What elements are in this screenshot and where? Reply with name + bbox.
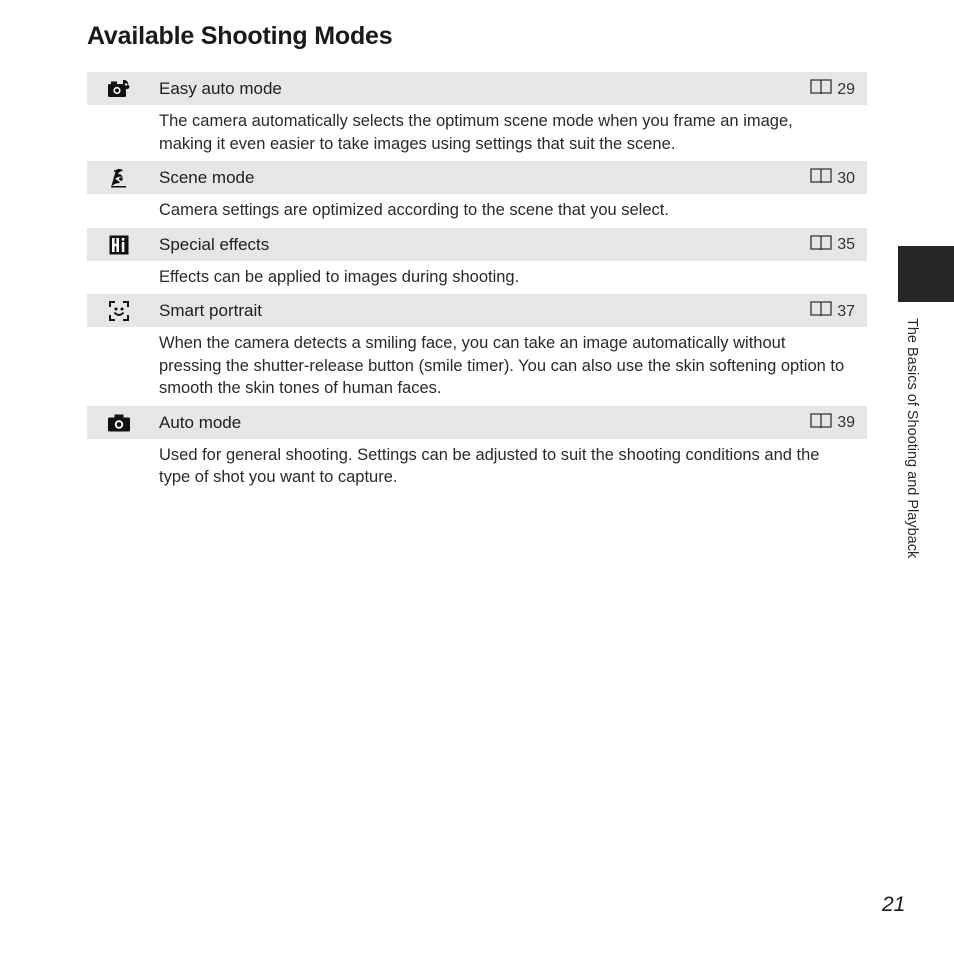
mode-name: Scene mode — [159, 168, 255, 187]
mode-header — [87, 161, 867, 194]
mode-header — [87, 72, 867, 105]
page-reference-number: 35 — [837, 236, 855, 253]
page-reference — [810, 301, 855, 322]
mode-name: Easy auto mode — [159, 79, 282, 98]
book-reference-icon — [810, 413, 832, 434]
page-reference — [810, 413, 855, 434]
book-reference-icon — [810, 301, 832, 322]
book-reference-icon — [810, 79, 832, 100]
mode-description: When the camera detects a smiling face, you can take an image automatically without pressing the shutter-release button (smile timer). You can also use the skin softening option to smooth the skin tones of human faces. — [159, 334, 845, 397]
scene-mode-icon — [108, 168, 130, 188]
mode-name: Auto mode — [159, 412, 242, 432]
mode-header — [87, 228, 867, 261]
page-reference — [810, 168, 855, 189]
auto-mode-camera-icon — [108, 413, 130, 433]
mode-description: Effects can be applied to images during shooting. — [159, 267, 520, 286]
mode-auto — [87, 406, 867, 495]
shooting-modes-list — [87, 72, 867, 495]
page-reference — [810, 79, 855, 100]
mode-description: Used for general shooting. Settings can be adjusted to suit the shooting conditions and the type of shot you want to capture. — [159, 445, 820, 486]
page-reference-number: 37 — [837, 302, 855, 320]
page-title: Available Shooting Modes — [87, 22, 393, 50]
chapter-label: The Basics of Shooting and Playback — [904, 318, 920, 559]
page-reference-number: 39 — [837, 414, 855, 431]
mode-special-effects — [87, 228, 867, 295]
mode-easy-auto — [87, 72, 867, 161]
page-reference-number: 29 — [837, 80, 855, 98]
book-reference-icon — [810, 235, 832, 256]
page-number: 21 — [882, 893, 906, 916]
mode-name: Smart portrait — [159, 301, 262, 320]
special-effects-icon — [108, 235, 130, 255]
chapter-tab — [898, 246, 954, 302]
mode-scene — [87, 161, 867, 228]
page-reference — [810, 235, 855, 256]
mode-description: Camera settings are optimized according to the scene that you select. — [159, 201, 669, 219]
smart-portrait-icon — [108, 301, 130, 321]
mode-description: The camera automatically selects the optimum scene mode when you frame an image, making it even easier to take images using settings that suit the scene. — [159, 112, 793, 153]
mode-header — [87, 294, 867, 327]
easy-auto-camera-icon — [108, 79, 130, 99]
mode-name: Special effects — [159, 234, 270, 254]
book-reference-icon — [810, 168, 832, 189]
mode-header — [87, 406, 867, 439]
mode-smart-portrait — [87, 294, 867, 406]
page-reference-number: 30 — [837, 169, 855, 187]
